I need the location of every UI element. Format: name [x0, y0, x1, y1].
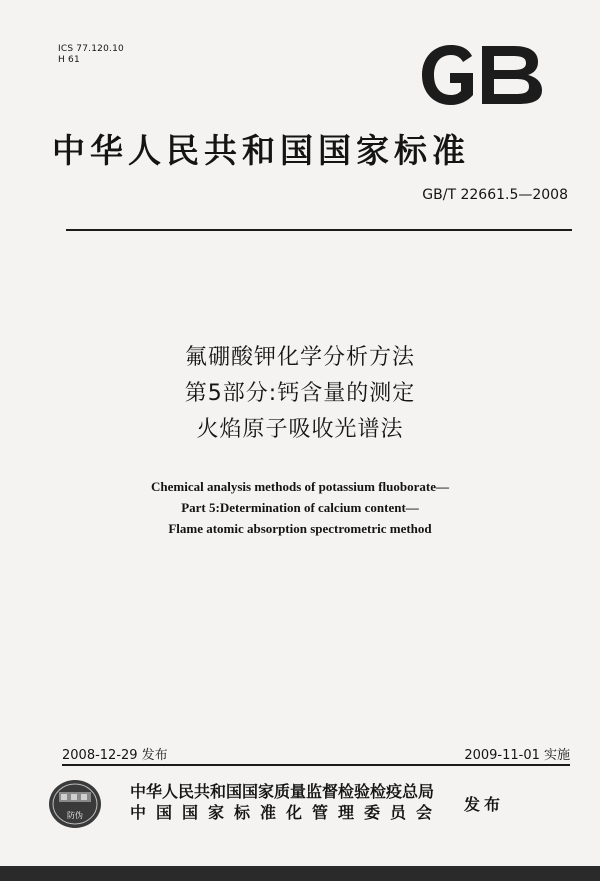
chinese-title-line-2: 第5部分:钙含量的测定: [184, 381, 416, 406]
header-divider: [66, 229, 572, 231]
gb-logo: [418, 42, 546, 108]
chinese-title-line-3: 火焰原子吸收光谱法: [196, 417, 404, 442]
chinese-title-line-1: 氟硼酸钾化学分析方法: [184, 345, 415, 370]
seal-text: 防伪: [67, 811, 83, 820]
issuer-line-1: 中华人民共和国国家质量监督检验检疫总局: [130, 782, 435, 801]
english-title-line-1: Chemical analysis methods of potassium fluoborate—: [151, 479, 449, 494]
standard-type-title: 中华人民共和国国家标准: [52, 131, 470, 170]
english-title-line-2: Part 5:Determination of calcium content—: [181, 500, 419, 515]
standard-number: GB/T 22661.5—2008: [422, 187, 568, 203]
anti-counterfeit-seal-icon: [47, 778, 103, 830]
english-title-line-3: Flame atomic absorption spectrometric method: [168, 521, 432, 536]
english-title: [0, 476, 600, 539]
scan-edge-band: [0, 866, 600, 881]
issuing-authorities: [130, 781, 442, 823]
classification-codes: [58, 44, 124, 66]
ics-code: ICS 77.120.10: [58, 44, 124, 54]
issue-date: 2008-12-29 发布: [62, 748, 168, 763]
publish-label: 发布: [464, 795, 505, 814]
implementation-date: 2009-11-01 实施: [464, 748, 570, 763]
ccs-code: H 61: [58, 55, 80, 65]
footer-divider: [62, 764, 570, 766]
chinese-title: [0, 340, 600, 448]
issuer-line-2: 中国国家标准化管理委员会: [130, 803, 443, 822]
